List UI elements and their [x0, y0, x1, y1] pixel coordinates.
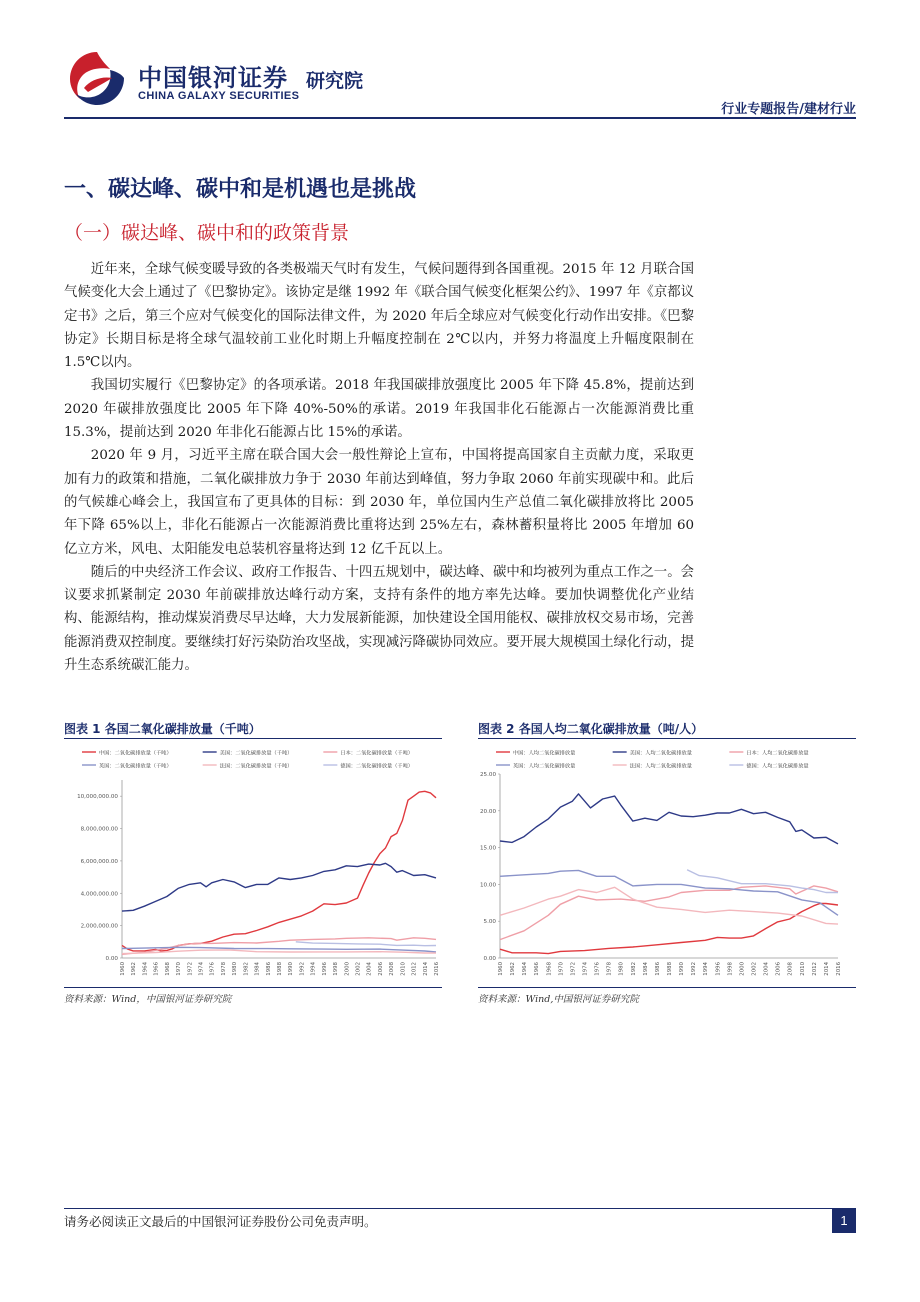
series-line: [500, 887, 838, 924]
paragraph: 2020 年 9 月，习近平主席在联合国大会一般性辩论上宣布，中国将提高国家自主贡献力度，采取更加有力的政策和措施，二氧化碳排放力争于 2030 年前达到峰值，努力争取 2060 年前实现碳中和。此后的气候雄心峰会上，我国宣布了更具体的目标：到 2030 年，单位国内生产总值二氧化碳排放将比 2005 年下降 65%以上，非化石能源占一次能源消费比重将达到 25%左右，森林蓄积量将比 2005 年增加 60 亿立方米，风电、太阳能发电总装机容量将达到 12 亿千瓦以上。: [64, 448, 694, 557]
x-tick-label: 1984: [642, 962, 649, 976]
x-tick-label: 1990: [288, 962, 295, 976]
figure-2-source: 资料来源：Wind,中国银河证券研究院: [478, 994, 639, 1005]
series-line: [296, 942, 436, 946]
y-tick-label: 2,000,000.00: [80, 923, 118, 930]
y-tick-label: 4,000,000.00: [80, 891, 118, 898]
paragraph: 随后的中央经济工作会议、政府工作报告、十四五规划中，碳达峰、碳中和均被列为重点工作之一。会议要求抓紧制定 2030 年前碳排放达峰行动方案，支持有条件的地方率先达峰。要加快调整优化产业结构、能源结构，推动煤炭消费尽早达峰，大力发展新能源，加快建设全国用能权、碳排放权交易市场，完善能源消费双控制度。要继续打好污染防治攻坚战，实现减污降碳协同效应。要开展大规模国土绿化行动，提升生态系统碳汇能力。: [64, 564, 694, 674]
figure-1-title: 图表 1 各国二氧化碳排放量（千吨）: [64, 722, 261, 736]
y-tick-label: 0.00: [105, 956, 118, 962]
figure-1-source: 资料来源：Wind，中国银河证券研究院: [64, 994, 232, 1005]
legend-label: 中国：人均二氧化碳排放量: [513, 750, 576, 757]
x-tick-label: 1980: [232, 962, 239, 976]
x-tick-label: 1972: [570, 962, 577, 976]
x-tick-label: 1968: [164, 962, 171, 976]
x-tick-label: 1978: [606, 962, 613, 976]
series-line: [500, 904, 838, 954]
x-tick-label: 1980: [618, 962, 625, 976]
x-tick-label: 2004: [763, 962, 770, 976]
galaxy-logo-icon: [64, 48, 130, 114]
institute-label: 研究院: [306, 70, 364, 92]
legend-label: 日本：人均二氧化碳排放量: [746, 750, 809, 757]
section-heading: 一、碳达峰、碳中和是机遇也是挑战: [64, 177, 417, 202]
series-line: [687, 870, 838, 893]
y-tick-label: 8,000,000.00: [80, 826, 118, 833]
legend-label: 日本：二氧化碳排放量（千吨）: [340, 750, 413, 757]
y-tick-label: 5.00: [483, 919, 496, 926]
legend-label: 法国：人均二氧化碳排放量: [629, 763, 692, 770]
x-tick-label: 1968: [546, 962, 553, 976]
x-tick-label: 2010: [400, 962, 407, 976]
x-tick-label: 1992: [299, 962, 306, 976]
x-tick-label: 1988: [667, 962, 673, 976]
x-tick-label: 1966: [534, 962, 541, 976]
x-tick-label: 1960: [498, 962, 504, 976]
x-tick-label: 2008: [787, 962, 794, 976]
footer-divider: [64, 1208, 856, 1209]
x-tick-label: 1996: [321, 962, 328, 976]
x-tick-label: 1962: [131, 962, 138, 976]
x-tick-label: 1988: [277, 962, 283, 976]
series-line: [500, 794, 838, 844]
legend-label: 德国：人均二氧化碳排放量: [746, 763, 809, 770]
x-tick-label: 2000: [739, 962, 746, 976]
x-tick-label: 2014: [422, 962, 429, 976]
y-tick-label: 6,000,000.00: [80, 858, 118, 865]
x-tick-label: 2002: [751, 962, 758, 976]
brand-name-cn: 中国银河证券: [138, 64, 288, 92]
legend-label: 英国：二氧化碳排放量（千吨）: [99, 763, 172, 770]
x-tick-label: 2012: [811, 962, 818, 976]
x-tick-label: 1998: [727, 962, 734, 976]
x-tick-label: 1992: [691, 962, 698, 976]
x-tick-label: 1972: [187, 962, 194, 976]
series-line: [500, 886, 838, 940]
x-tick-label: 2008: [389, 962, 396, 976]
legend-label: 德国：二氧化碳排放量（千吨）: [340, 763, 413, 770]
figure-1-chart: [64, 742, 442, 986]
y-tick-label: 25.00: [479, 772, 496, 778]
x-tick-label: 1996: [715, 962, 722, 976]
y-tick-label: 10.00: [479, 882, 496, 889]
x-tick-label: 1966: [153, 962, 160, 976]
x-tick-label: 1994: [703, 962, 710, 976]
x-tick-label: 2006: [377, 962, 384, 976]
y-tick-label: 10,000,000.00: [77, 794, 118, 801]
y-tick-label: 20.00: [479, 808, 496, 815]
legend-label: 法国：二氧化碳排放量（千吨）: [219, 763, 293, 770]
header-divider: [64, 117, 856, 119]
x-tick-label: 2000: [344, 962, 351, 976]
figure-2-chart: [478, 742, 856, 986]
x-tick-label: 1974: [198, 962, 205, 976]
x-tick-label: 1984: [254, 962, 261, 976]
y-tick-label: 15.00: [479, 845, 496, 852]
figure-1-top-rule: [64, 738, 442, 739]
x-tick-label: 2014: [823, 962, 830, 976]
x-tick-label: 1982: [630, 962, 637, 976]
x-tick-label: 1962: [510, 962, 517, 976]
figure-1-bottom-rule: [64, 987, 442, 988]
y-tick-label: 0.00: [483, 956, 496, 962]
x-tick-label: 2002: [355, 962, 362, 976]
x-tick-label: 1978: [220, 962, 227, 976]
figure-2-top-rule: [478, 738, 856, 739]
page-number: 1: [832, 1209, 856, 1233]
body-text: [64, 258, 694, 677]
subsection-heading: （一）碳达峰、碳中和的政策背景: [64, 222, 350, 244]
report-type-label: 行业专题报告/建材行业: [721, 102, 856, 117]
legend-label: 中国：二氧化碳排放量（千吨）: [99, 750, 172, 757]
x-tick-label: 1970: [558, 962, 565, 976]
x-tick-label: 1964: [142, 962, 149, 976]
x-tick-label: 2004: [366, 962, 373, 976]
series-line: [122, 791, 436, 951]
x-tick-label: 2012: [411, 962, 418, 976]
legend-label: 美国：人均二氧化碳排放量: [629, 750, 692, 757]
x-tick-label: 1964: [522, 962, 529, 976]
x-tick-label: 2016: [836, 962, 842, 976]
series-line: [122, 863, 436, 911]
x-tick-label: 1976: [594, 962, 601, 976]
x-tick-label: 1994: [310, 962, 317, 976]
x-tick-label: 1986: [654, 962, 661, 976]
brand-name-en: CHINA GALAXY SECURITIES: [138, 90, 300, 102]
x-tick-label: 1970: [176, 962, 183, 976]
legend-label: 美国：二氧化碳排放量（千吨）: [219, 750, 293, 757]
x-tick-label: 2006: [775, 962, 782, 976]
paragraph: 近年来，全球气候变暖导致的各类极端天气时有发生，气候问题得到各国重视。2015 年 12 月联合国气候变化大会上通过了《巴黎协定》。该协定是继 1992 年《联合国气候变化框架公约》、1997 年《京都议定书》之后，第三个应对气候变化的国际法律文件，为 2020 年后全球应对气候变化行动作出安排。《巴黎协定》长期目标是将全球气温较前工业化时期上升幅度控制在 2℃以内，并努力将温度上升幅度限制在 1.5℃以内。: [64, 262, 694, 371]
x-tick-label: 1982: [243, 962, 250, 976]
x-tick-label: 1990: [679, 962, 686, 976]
x-tick-label: 2016: [434, 962, 440, 976]
paragraph: 我国切实履行《巴黎协定》的各项承诺。2018 年我国碳排放强度比 2005 年下降 45.8%，提前达到 2020 年碳排放强度比 2005 年下降 40%-50%的承诺。2019 年我国非化石能源占一次能源消费比重 15.3%，提前达到 2020 年非化石能源占比 15%的承诺。: [64, 378, 694, 441]
figure-2-bottom-rule: [478, 987, 856, 988]
x-tick-label: 1986: [265, 962, 272, 976]
disclaimer-note: 请务必阅读正文最后的中国银河证券股份公司免责声明。: [64, 1214, 377, 1229]
x-tick-label: 2010: [799, 962, 806, 976]
x-tick-label: 1976: [209, 962, 216, 976]
x-tick-label: 1998: [333, 962, 340, 976]
legend-label: 英国：人均二氧化碳排放量: [513, 763, 576, 770]
x-tick-label: 1974: [582, 962, 589, 976]
x-tick-label: 1960: [120, 962, 126, 976]
figure-2-title: 图表 2 各国人均二氧化碳排放量（吨/人）: [478, 722, 704, 736]
